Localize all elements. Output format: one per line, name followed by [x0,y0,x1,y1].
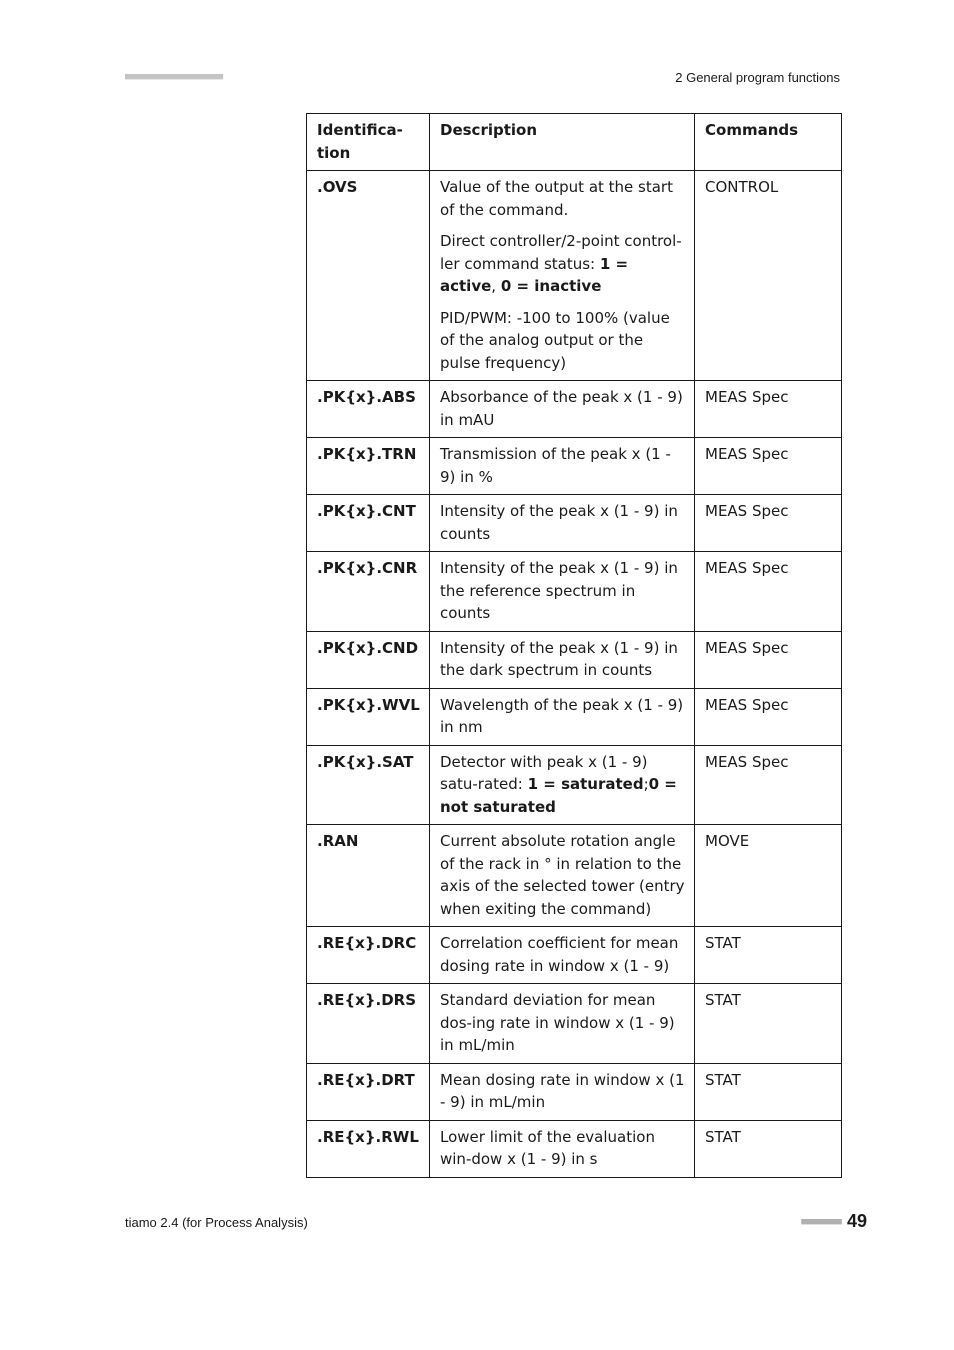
variable-description [430,984,695,1064]
variable-description [430,1063,695,1120]
description-paragraph [440,307,685,375]
variable-identification: .RE{x}.DRS [307,984,430,1064]
description-text: Direct controller/2-point control-ler command status: [440,232,682,273]
table-header-row [307,114,842,171]
variable-commands: MEAS Spec [695,381,842,438]
description-value-bold: 1 = active [440,254,629,295]
variable-identification: .PK{x}.CNT [307,495,430,552]
description-paragraph [440,1126,685,1171]
table-row [307,1063,842,1120]
description-text: Intensity of the peak x (1 - 9) in the reference spectrum in counts [440,559,678,622]
table-row [307,381,842,438]
variable-identification: .RAN [307,825,430,927]
variable-identification: .PK{x}.WVL [307,688,430,745]
table-row [307,438,842,495]
description-text: Current absolute rotation angle of the rack in ° in relation to the axis of the selected tower (entry when exiting the command) [440,832,685,918]
description-text: Lower limit of the evaluation win-dow x (1 - 9) in s [440,1127,655,1168]
table-row [307,825,842,927]
variables-table [306,113,842,1178]
description-value-bold: 0 = inactive [500,277,602,295]
variable-description [430,688,695,745]
variable-commands: MEAS Spec [695,552,842,632]
variable-commands: STAT [695,927,842,984]
variable-commands: MEAS Spec [695,688,842,745]
description-value-bold: 0 = not saturated [440,775,677,816]
description-paragraph [440,751,685,819]
header-decoration: ■■■■■■■■■■■■■■■■■■■■■■ [125,72,223,82]
description-paragraph [440,830,685,920]
variable-identification: .RE{x}.DRT [307,1063,430,1120]
description-text: Intensity of the peak x (1 - 9) in the dark spectrum in counts [440,638,678,679]
description-paragraph [440,176,685,221]
product-name: tiamo 2.4 (for Process Analysis) [125,1215,308,1230]
page-footer [801,1211,867,1232]
footer-decoration: ■■■■■■■■■ [801,1216,841,1227]
variable-commands: CONTROL [695,171,842,381]
variable-description [430,825,695,927]
variable-identification: .RE{x}.DRC [307,927,430,984]
table-row [307,631,842,688]
col-header-identification: Identifica- tion [307,114,430,171]
description-text: ; [643,775,649,793]
description-text: PID/PWM: -100 to 100% (value of the analog output or the pulse frequency) [440,308,670,372]
variable-identification: .PK{x}.SAT [307,745,430,825]
variable-commands: MEAS Spec [695,745,842,825]
variable-identification: .OVS [307,171,430,381]
description-text: Detector with peak x (1 - 9) satu-rated: [440,752,648,793]
variable-description [430,171,695,381]
description-paragraph [440,637,685,682]
variable-description [430,438,695,495]
table-row [307,745,842,825]
variable-description [430,745,695,825]
variable-identification: .PK{x}.TRN [307,438,430,495]
description-paragraph [440,557,685,625]
description-text: Transmission of the peak x (1 - 9) in % [440,445,671,486]
variable-description [430,381,695,438]
variable-commands: MOVE [695,825,842,927]
description-text: Intensity of the peak x (1 - 9) in counts [440,502,678,543]
description-text: Value of the output at the start of the command. [440,178,673,219]
variable-description [430,552,695,632]
variable-description [430,1120,695,1177]
description-paragraph [440,500,685,545]
description-text: Absorbance of the peak x (1 - 9) in mAU [440,388,683,429]
description-paragraph [440,1069,685,1114]
table-row [307,984,842,1064]
variable-description [430,631,695,688]
variable-identification: .PK{x}.CND [307,631,430,688]
col-header-commands: Commands [695,114,842,171]
description-text: Mean dosing rate in window x (1 - 9) in mL/min [440,1070,685,1111]
description-paragraph [440,386,685,431]
table-row [307,927,842,984]
variable-commands: MEAS Spec [695,495,842,552]
col-header-description: Description [430,114,695,171]
table-row [307,688,842,745]
variable-commands: STAT [695,1120,842,1177]
variable-commands: STAT [695,1063,842,1120]
description-paragraph [440,230,685,298]
table-row [307,552,842,632]
table-row [307,495,842,552]
variable-commands: MEAS Spec [695,631,842,688]
variable-commands: STAT [695,984,842,1064]
table-row [307,171,842,381]
variable-description [430,927,695,984]
variable-identification: .PK{x}.CNR [307,552,430,632]
variable-identification: .RE{x}.RWL [307,1120,430,1177]
variable-description [430,495,695,552]
description-text: Standard deviation for mean dos-ing rate in window x (1 - 9) in mL/min [440,991,675,1054]
description-paragraph [440,989,685,1057]
description-text: Correlation coefficient for mean dosing rate in window x (1 - 9) [440,934,679,975]
variable-commands: MEAS Spec [695,438,842,495]
description-paragraph [440,443,685,488]
description-paragraph [440,932,685,977]
description-paragraph [440,694,685,739]
variable-identification: .PK{x}.ABS [307,381,430,438]
table-row [307,1120,842,1177]
description-value-bold: 1 = saturated [527,775,644,793]
description-text: Wavelength of the peak x (1 - 9) in nm [440,695,684,736]
page-number: 49 [846,1211,867,1231]
chapter-title: 2 General program functions [675,70,840,85]
description-text: , [491,277,501,295]
